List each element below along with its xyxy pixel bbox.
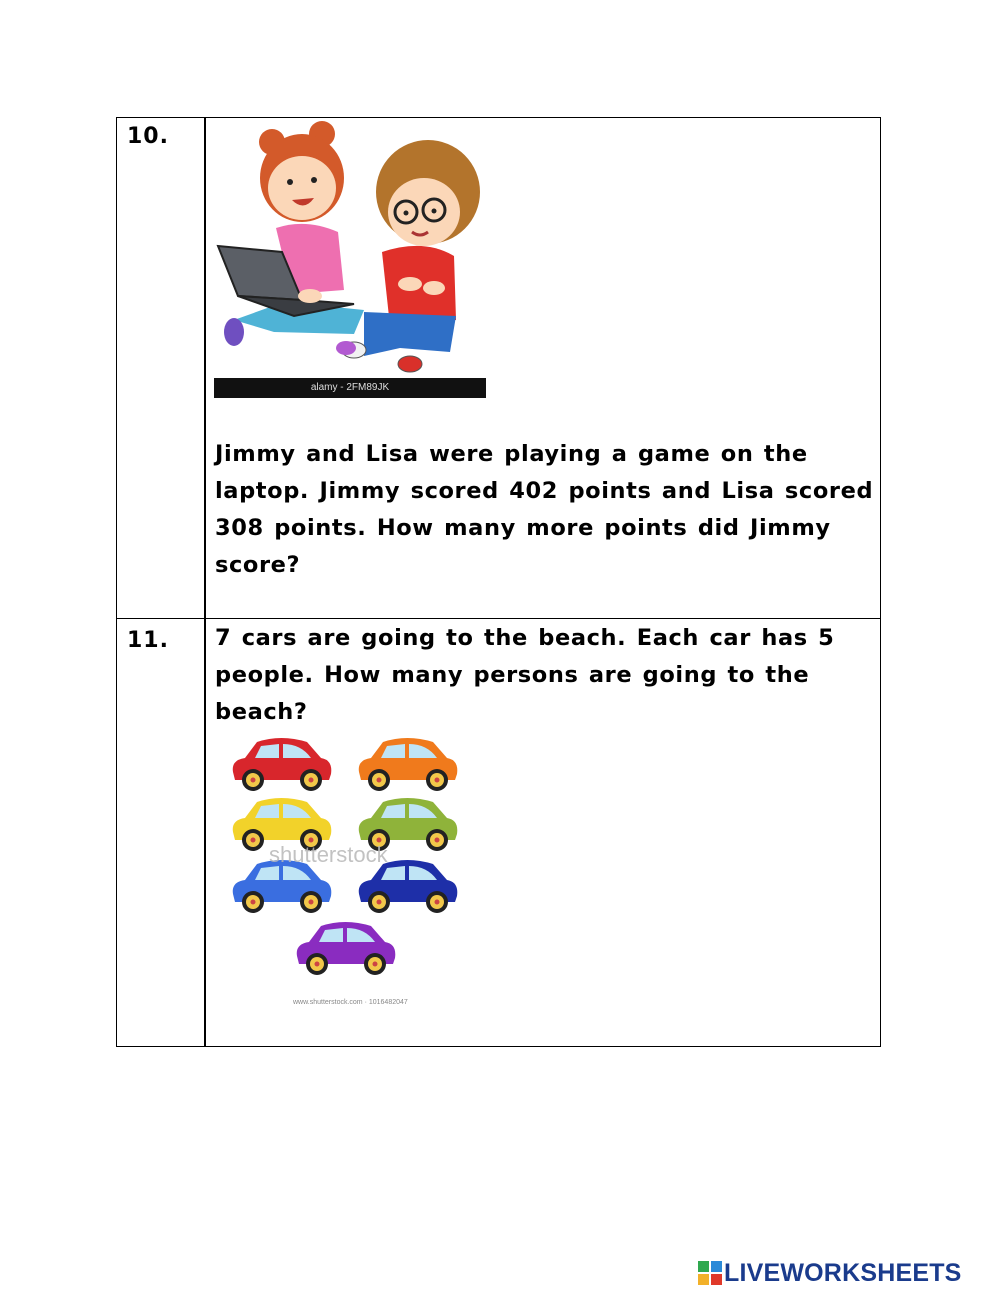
row-divider	[117, 618, 880, 619]
column-divider	[204, 118, 206, 1046]
car-icon	[359, 860, 458, 913]
liveworksheets-logo-icon	[698, 1261, 722, 1285]
brand-name: LIVEWORKSHEETS	[724, 1258, 962, 1287]
liveworksheets-brand	[698, 1258, 962, 1288]
kids-laptop-illustration	[214, 120, 486, 400]
car-icon	[297, 922, 396, 975]
car-icon	[359, 738, 458, 791]
worksheet-table	[116, 117, 881, 1047]
question-11-number: 11.	[127, 628, 169, 653]
image-watermark: alamy - 2FM89JK	[214, 378, 486, 398]
image-caption: www.shutterstock.com · 1016482047	[293, 999, 408, 1006]
car-icon	[233, 860, 332, 913]
kids-laptop-image	[214, 120, 486, 378]
cars-illustration	[229, 736, 479, 1008]
question-10-text: Jimmy and Lisa were playing a game on the laptop. Jimmy scored 402 points and Lisa scored 308 points. How many more points did Jimmy score?	[215, 441, 874, 578]
car-icon	[233, 738, 332, 791]
cars-image	[229, 736, 479, 1008]
image-watermark: shutterstock	[269, 842, 388, 867]
question-11-text: 7 cars are going to the beach. Each car has 5 people. How many persons are going to the beach?	[215, 625, 835, 725]
question-10-number: 10.	[127, 124, 169, 149]
